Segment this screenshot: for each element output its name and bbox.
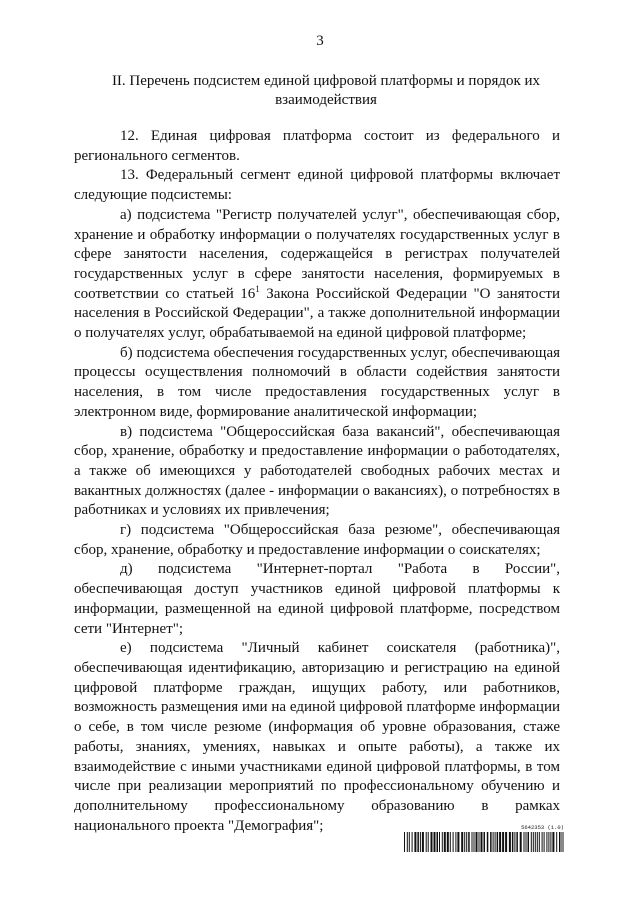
page-number: 3 <box>316 33 324 49</box>
item-a-text-cont: Закона Российской Федерации "О занятости населения в Российской Федерации", а также дополнительной информации о получателях услуг, обрабатываемой на единой цифровой платформе; <box>74 285 560 342</box>
document-code: 5642353 (1.0) <box>521 824 564 831</box>
section-heading: II. Перечень подсистем единой цифровой платформы и порядок их взаимодействия <box>111 73 541 108</box>
item-b: б) подсистема обеспечения государственных услуг, обеспечивающая процессы осуществления полномочий в области содействия занятости населения, в том числе предоставления государственных услуг в электронном виде, формирование аналитической информации; <box>74 344 560 420</box>
item-v: в) подсистема "Общероссийская база вакансий", обеспечивающая сбор, хранение, обработку и предоставление информации о работодателях, а также об имеющихся у работодателей свободных рабочих местах и вакантных должностях (далее - информации о вакансиях), о потребностях в работниках и условиях их привлечения; <box>74 423 560 519</box>
item-g: г) подсистема "Общероссийская база резюме", обеспечивающая сбор, хранение, обработку и предоставление информации о соискателях; <box>74 522 560 558</box>
superscript: 1 <box>255 283 260 294</box>
item-e: е) подсистема "Личный кабинет соискателя (работника)", обеспечивающая идентификацию, авторизацию и регистрацию на единой цифровой платформе граждан, ищущих работу, или работников, возможность размещения ими на единой цифровой платформе информации о себе, в том числе резюме (информация об уровне образования, стаже работы, знаниях, умениях, навыках и опыте работы), а также их взаимодействие с иными участниками единой цифровой платформы, в том числе при реализации мероприятий по профессиональному обучению и дополнительному профессиональному образованию в рамках национального проекта "Демография"; <box>74 640 560 834</box>
document-body <box>74 127 560 836</box>
barcode-icon <box>404 832 564 852</box>
paragraph-12: 12. Единая цифровая платформа состоит из федерального и регионального сегментов. <box>74 128 560 164</box>
paragraph-13: 13. Федеральный сегмент единой цифровой платформы включает следующие подсистемы: <box>74 167 560 204</box>
item-d: д) подсистема "Интернет-портал "Работа в России", обеспечивающая доступ участников единой цифровой платформы к информации, размещенной на единой цифровой платформе, посредством сети "Интернет"; <box>74 561 560 637</box>
item-a-text: а) подсистема "Регистр получателей услуг", обеспечивающая сбор, хранение и обработку информации о получателях государственных услуг в сфере занятости населения, содержащейся в регистрах получателей государственных услуг в сфере занятости населения, формируемых в соответствии со статьей 16 <box>74 206 560 302</box>
item-a <box>74 206 560 344</box>
